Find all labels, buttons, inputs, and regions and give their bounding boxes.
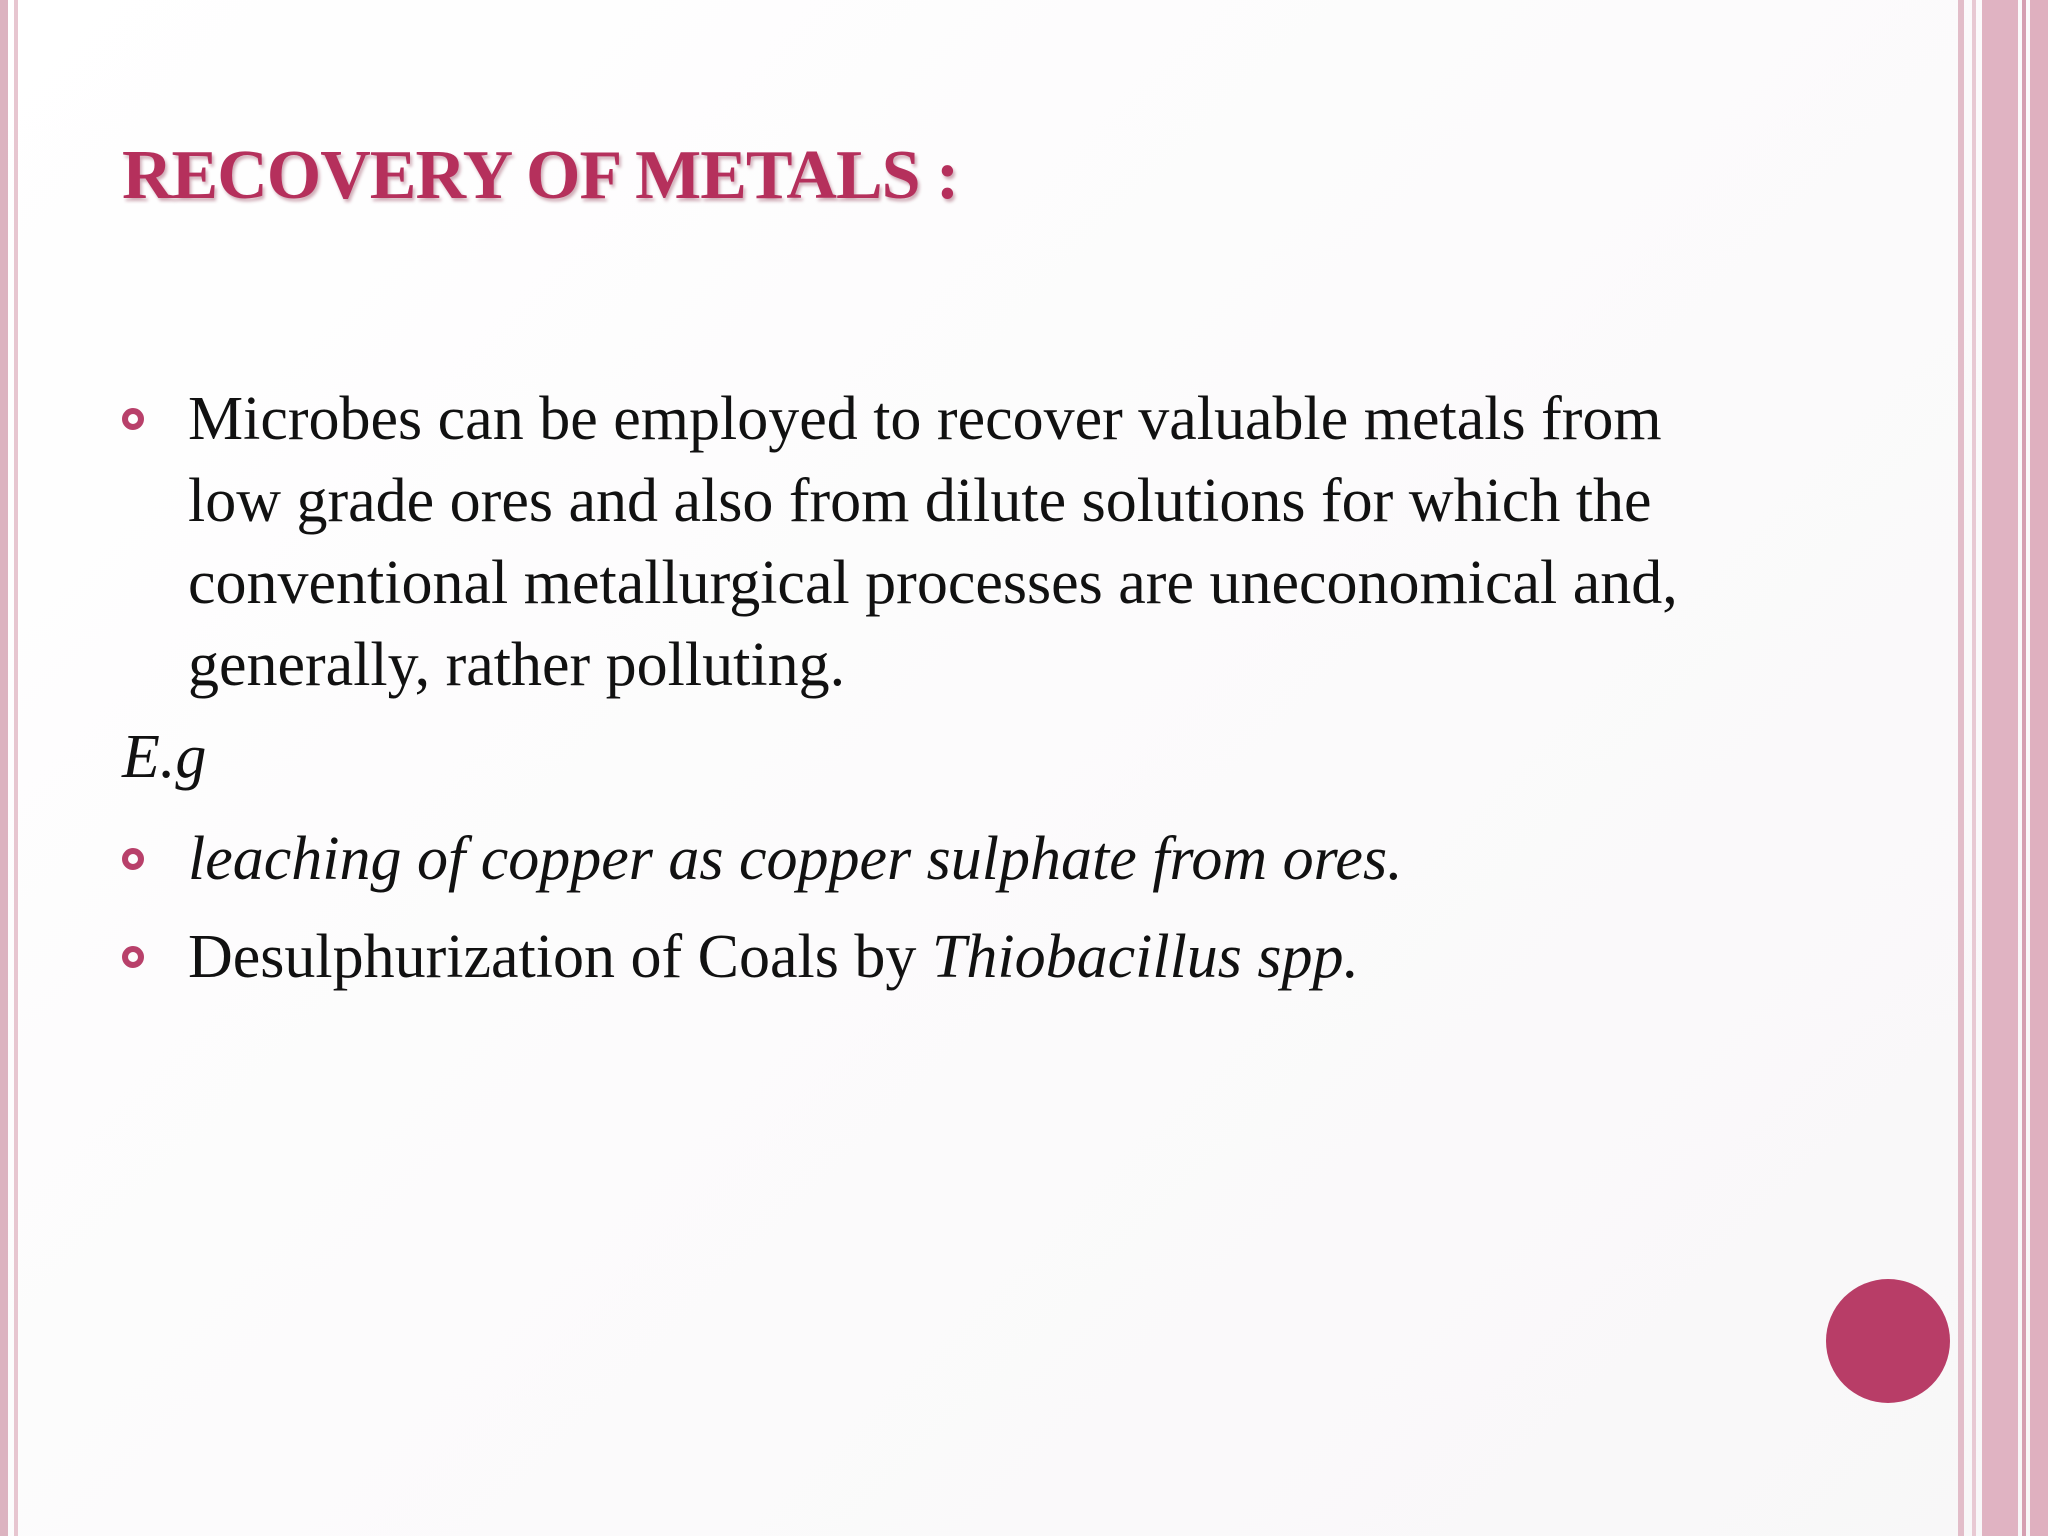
right-border-band <box>1982 0 2018 1536</box>
left-border-line <box>0 0 8 1536</box>
bullet-text-prefix: Desulphurization of Coals by <box>188 923 932 991</box>
right-border-band-outer <box>2030 0 2048 1536</box>
right-border-line <box>1958 0 1964 1536</box>
bullet-item-desulphurization <box>122 916 1359 998</box>
bullet-circle-icon <box>122 408 144 430</box>
bullet-text <box>188 916 1359 998</box>
bullet-text-italic: leaching of copper as copper sulphate from ores. <box>188 825 1403 893</box>
bullet-circle-icon <box>122 946 144 968</box>
left-border-line-inner <box>14 0 18 1536</box>
slide-title: RECOVERY OF METALS : <box>122 137 959 214</box>
right-border-line-dark <box>2022 0 2026 1536</box>
bullet-text: Microbes can be employed to recover valuable metals from low grade ores and also from dilute solutions for which the conventional metallurgical processes are uneconomical and, generally, rather polluting. <box>188 385 1678 699</box>
decorative-circle <box>1826 1279 1950 1403</box>
bullet-item-microbes <box>122 378 1748 706</box>
example-label: E.g <box>122 723 207 791</box>
bullet-circle-icon <box>122 848 144 870</box>
bullet-item-leaching <box>122 818 1403 900</box>
right-border-line-thin <box>1972 0 1976 1536</box>
species-name: Thiobacillus spp. <box>931 923 1360 991</box>
